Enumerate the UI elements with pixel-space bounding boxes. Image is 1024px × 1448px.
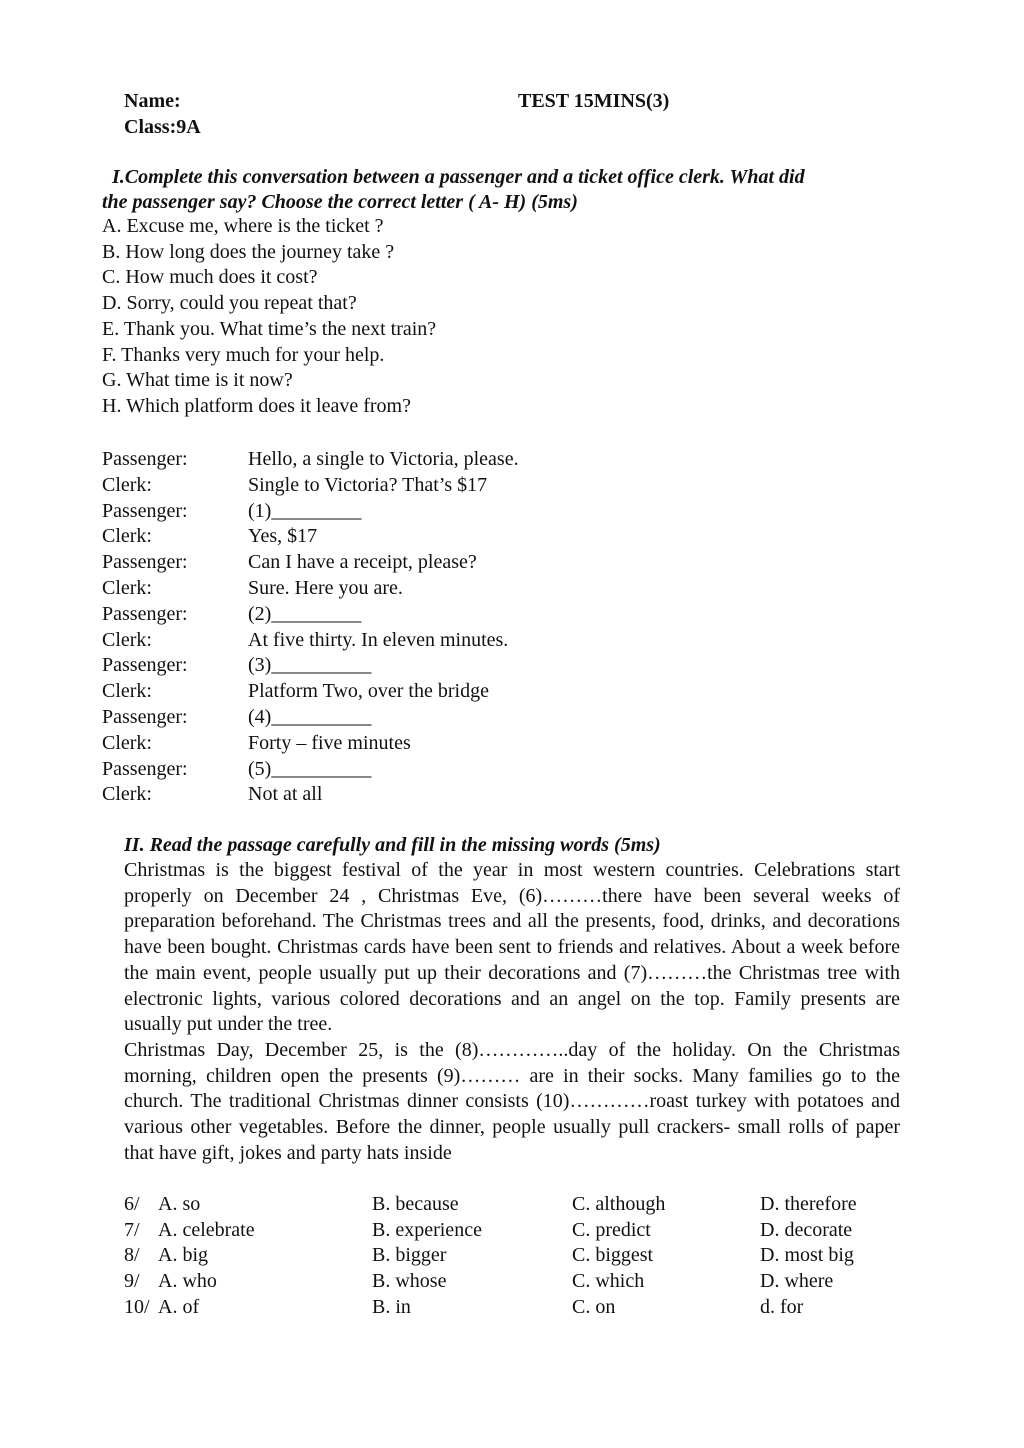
class-label: Class:9A <box>124 116 201 138</box>
dialogue-line: Can I have a receipt, please? <box>248 551 477 574</box>
question-row <box>124 1243 904 1269</box>
section1-title-line1: I.Complete this conversation between a passenger and a ticket office clerk. What did <box>112 166 805 188</box>
speaker: Passenger: <box>102 448 188 470</box>
option-h: H. Which platform does it leave from? <box>102 394 411 417</box>
dialogue-row <box>102 499 519 525</box>
passage-paragraph-1: Christmas is the biggest festival of the year in most western countries. Celebrations start properly on December 24 , Christmas Eve, (6)………there have been several weeks of preparation beforehand. The Christmas trees and all the presents, food, drinks, and decorations have been bought. Christmas cards have been sent to friends and relatives. About a week before the main event, people usually put up their decorations and (7)………the Christmas tree with electronic lights, various colored decorations and an angel on the top. Family presents are usually put under the tree. <box>124 859 900 1036</box>
dialogue-line: Forty – five minutes <box>248 731 411 754</box>
blank-1: (1)_________ <box>248 499 362 522</box>
section1-title-line2: the passenger say? Choose the correct letter ( A- H) (5ms) <box>102 191 578 213</box>
choice-a: A. so <box>158 1193 201 1215</box>
dialogue-row <box>102 473 519 499</box>
speaker: Clerk: <box>102 576 152 599</box>
speaker: Clerk: <box>102 473 152 496</box>
dialogue-row <box>102 757 519 783</box>
choice-c: C. which <box>572 1270 645 1293</box>
dialogue-line: Not at all <box>248 783 323 806</box>
question-number: 6/ <box>124 1193 140 1215</box>
option-b: B. How long does the journey take ? <box>102 240 395 263</box>
speaker: Clerk: <box>102 680 152 703</box>
speaker: Passenger: <box>102 551 188 574</box>
option-a: A. Excuse me, where is the ticket ? <box>102 215 384 237</box>
choice-c: C. biggest <box>572 1244 654 1267</box>
choice-b: B. because <box>372 1193 459 1215</box>
conversation <box>102 447 519 808</box>
speaker: Passenger: <box>102 705 188 728</box>
dialogue-row <box>102 782 519 808</box>
speaker: Passenger: <box>102 654 188 677</box>
option-f: F. Thanks very much for your help. <box>102 343 385 366</box>
dialogue-row <box>102 602 519 628</box>
speaker: Clerk: <box>102 525 152 548</box>
answer-options <box>102 214 436 420</box>
question-row <box>124 1192 904 1218</box>
option-d: D. Sorry, could you repeat that? <box>102 292 357 315</box>
dialogue-row <box>102 628 519 654</box>
choice-a: A. who <box>158 1270 217 1293</box>
passage-paragraph-2: Christmas Day, December 25, is the (8)…………..day of the holiday. On the Christmas morning, children open the presents (9)……… are in their socks. Many families go to the church. The traditional Christmas dinner consists (10)…………roast turkey with potatoes and various other vegetables. Before the dinner, people usually pull crackers- small rolls of paper that have gift, jokes and party hats inside <box>124 1038 900 1164</box>
dialogue-row <box>102 550 519 576</box>
dialogue-row <box>102 679 519 705</box>
choice-d: D. decorate <box>760 1218 853 1241</box>
choice-b: B. in <box>372 1295 411 1318</box>
multiple-choice-questions <box>124 1192 904 1320</box>
speaker: Passenger: <box>102 499 188 522</box>
speaker: Clerk: <box>102 783 152 806</box>
dialogue-row <box>102 576 519 602</box>
choice-a: A. of <box>158 1295 200 1318</box>
dialogue-line: Platform Two, over the bridge <box>248 680 489 703</box>
blank-2: (2)_________ <box>248 602 362 625</box>
blank-5: (5)__________ <box>248 757 372 780</box>
speaker: Passenger: <box>102 602 188 625</box>
test-title: TEST 15MINS(3) <box>518 90 670 112</box>
dialogue-line: Yes, $17 <box>248 525 318 548</box>
name-label: Name: <box>124 90 181 112</box>
question-row <box>124 1218 904 1244</box>
section2-title: II. Read the passage carefully and fill in the missing words (5ms) <box>124 834 661 856</box>
question-number: 7/ <box>124 1218 140 1241</box>
dialogue-row <box>102 524 519 550</box>
blank-3: (3)__________ <box>248 654 372 677</box>
question-row <box>124 1269 904 1295</box>
question-row <box>124 1295 904 1321</box>
option-g: G. What time is it now? <box>102 369 293 392</box>
speaker: Clerk: <box>102 628 152 651</box>
dialogue-row <box>102 653 519 679</box>
dialogue-line: Hello, a single to Victoria, please. <box>248 448 519 470</box>
choice-c: C. on <box>572 1295 616 1318</box>
blank-4: (4)__________ <box>248 705 372 728</box>
choice-c: C. although <box>572 1193 666 1215</box>
question-number: 8/ <box>124 1244 140 1267</box>
dialogue-row <box>102 705 519 731</box>
choice-c: C. predict <box>572 1218 651 1241</box>
choice-a: A. celebrate <box>158 1218 255 1241</box>
choice-b: B. bigger <box>372 1244 447 1267</box>
option-c: C. How much does it cost? <box>102 266 318 289</box>
dialogue-row <box>102 447 519 473</box>
dialogue-line: Sure. Here you are. <box>248 576 403 599</box>
question-number: 10/ <box>124 1295 150 1318</box>
choice-d: D. where <box>760 1270 834 1293</box>
dialogue-line: At five thirty. In eleven minutes. <box>248 628 509 651</box>
choice-d: D. therefore <box>760 1193 857 1215</box>
dialogue-row <box>102 731 519 757</box>
dialogue-line: Single to Victoria? That’s $17 <box>248 473 488 496</box>
choice-d: d. for <box>760 1295 804 1318</box>
question-number: 9/ <box>124 1270 140 1293</box>
speaker: Clerk: <box>102 731 152 754</box>
choice-b: B. whose <box>372 1270 447 1293</box>
option-e: E. Thank you. What time’s the next train? <box>102 317 437 340</box>
reading-passage <box>124 858 900 1166</box>
choice-a: A. big <box>158 1244 208 1267</box>
choice-b: B. experience <box>372 1218 482 1241</box>
choice-d: D. most big <box>760 1244 854 1267</box>
speaker: Passenger: <box>102 757 188 780</box>
